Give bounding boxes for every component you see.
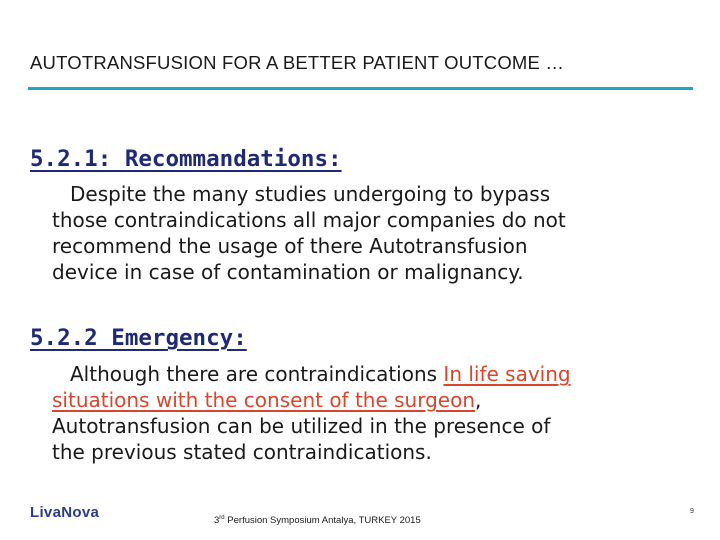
section-heading-emergency: 5.2.2 Emergency: bbox=[30, 325, 247, 351]
logo-text-nova: Nova bbox=[61, 504, 100, 521]
logo-text-liva: Liva bbox=[30, 504, 62, 521]
event-ordinal-suffix: rd bbox=[219, 515, 225, 521]
paragraph-line: the previous stated contraindications. bbox=[52, 440, 432, 464]
paragraph-line: Autotransfusion can be utilized in the presence of bbox=[52, 414, 551, 438]
paragraph-line bbox=[52, 387, 702, 413]
section-heading-recommendations: 5.2.1: Recommandations: bbox=[30, 146, 342, 172]
paragraph-line: device in case of contamination or malignancy. bbox=[52, 260, 524, 284]
slide-title: AUTOTRANSFUSION FOR A BETTER PATIENT OUTCOME … bbox=[30, 52, 565, 73]
event-ordinal: 3 bbox=[214, 515, 220, 526]
paragraph-line: recommend the usage of there Autotransfusion bbox=[52, 234, 528, 258]
emergency-paragraph bbox=[52, 361, 702, 465]
footer-event-text bbox=[214, 515, 421, 526]
paragraph-line: Despite the many studies undergoing to bypass bbox=[70, 182, 551, 206]
livanova-logo bbox=[30, 504, 99, 521]
page-number: 9 bbox=[690, 508, 694, 515]
paragraph-text: , bbox=[475, 388, 482, 412]
title-divider bbox=[28, 87, 693, 90]
highlighted-text: situations with the consent of the surgeon bbox=[52, 388, 476, 412]
paragraph-line bbox=[52, 361, 702, 387]
recommendations-paragraph bbox=[52, 181, 702, 285]
highlighted-text: In life saving bbox=[443, 362, 571, 386]
paragraph-line: those contraindications all major companies do not bbox=[52, 208, 566, 232]
paragraph-text: Although there are contraindications bbox=[70, 362, 444, 386]
event-text: Perfusion Symposium Antalya, TURKEY 2015 bbox=[224, 515, 421, 526]
